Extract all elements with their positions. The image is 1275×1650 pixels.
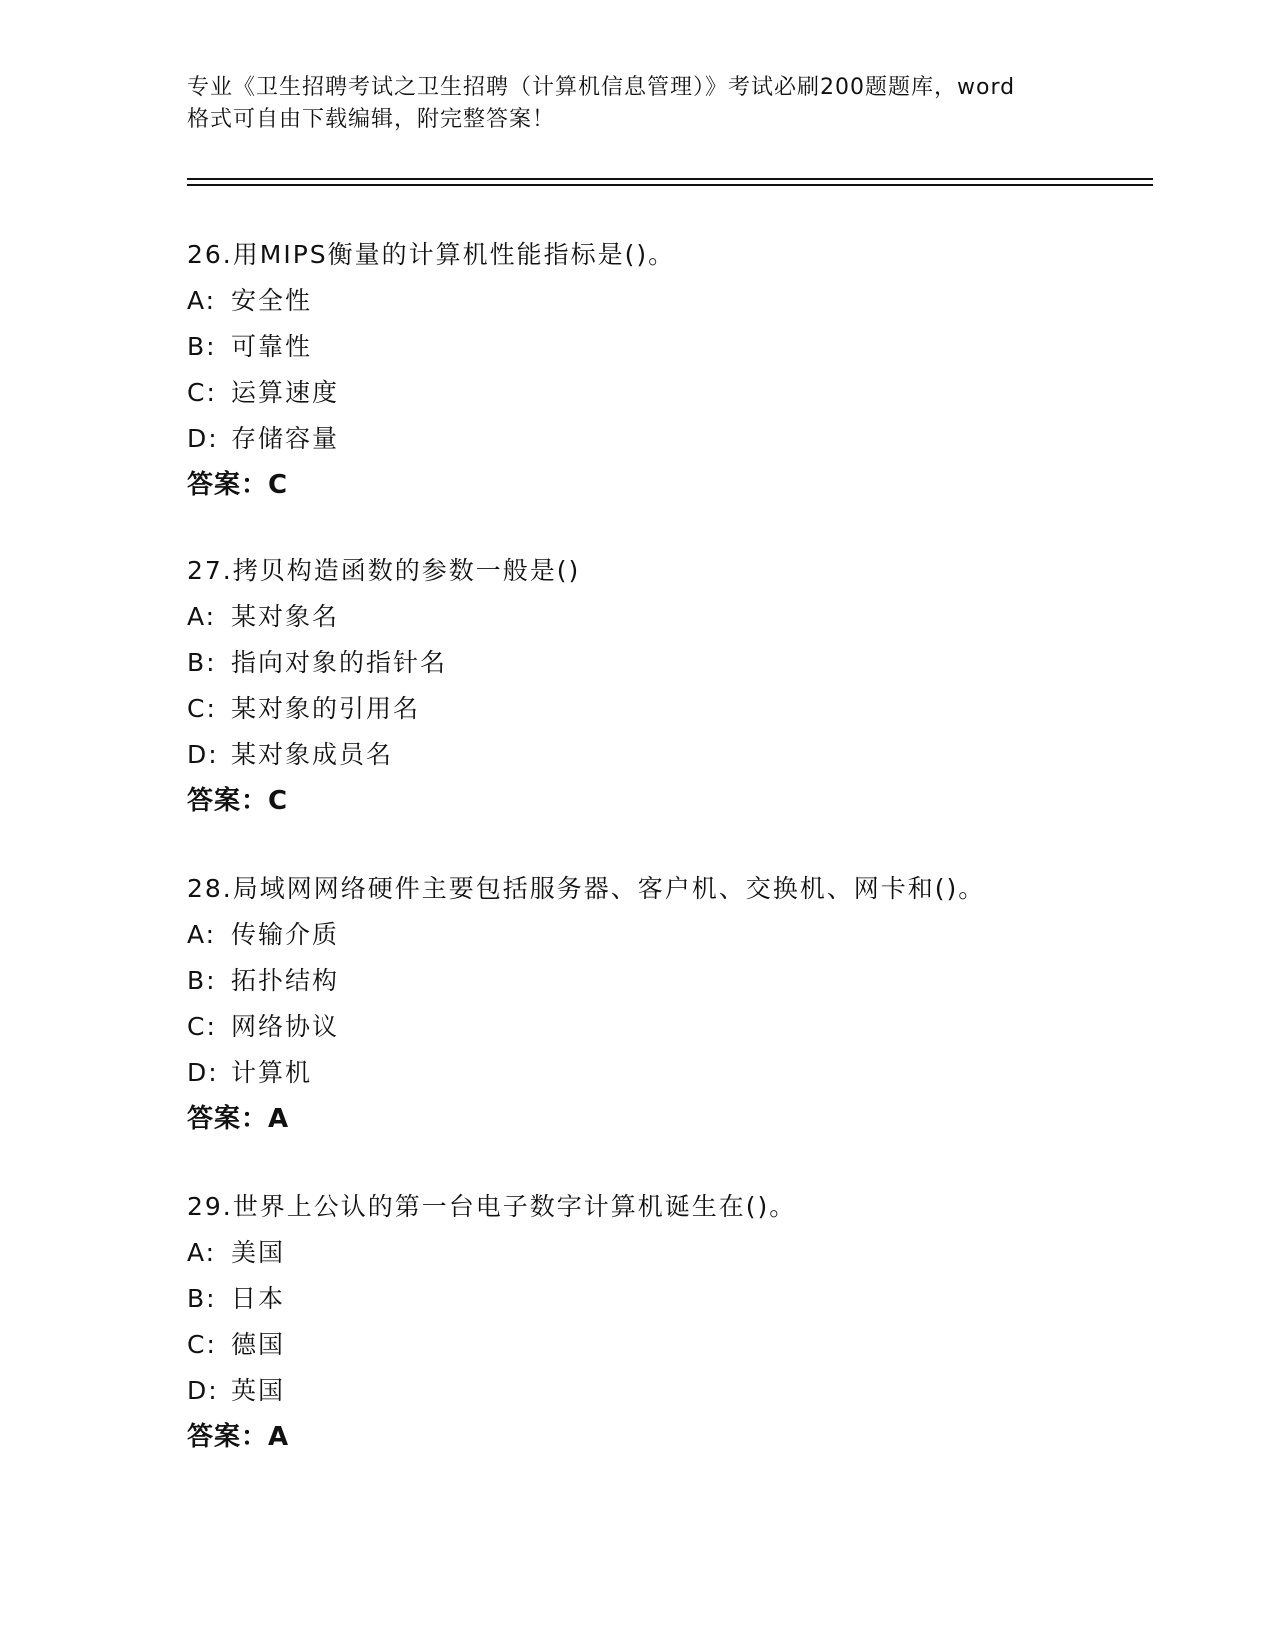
- option-letter: C:: [187, 1012, 217, 1041]
- option-text: 德国: [231, 1330, 286, 1359]
- header-divider-top: [187, 178, 1153, 180]
- option-text: 计算机: [231, 1058, 313, 1087]
- option-b: [187, 1276, 1167, 1322]
- question-title: 29.世界上公认的第一台电子数字计算机诞生在()。: [187, 1192, 797, 1221]
- question-26: [187, 232, 1167, 508]
- question-27: [187, 548, 1167, 824]
- option-text: 某对象的引用名: [231, 694, 421, 723]
- option-d: [187, 416, 1167, 462]
- option-letter: B:: [187, 1284, 217, 1313]
- option-a: [187, 912, 1167, 958]
- option-text: 安全性: [231, 286, 313, 315]
- option-text: 传输介质: [231, 920, 340, 949]
- option-letter: D:: [187, 1376, 219, 1405]
- question-title: 27.拷贝构造函数的参数一般是(): [187, 556, 581, 585]
- option-letter: B:: [187, 648, 217, 677]
- option-text: 指向对象的指针名: [231, 648, 448, 677]
- option-text: 某对象成员名: [231, 740, 394, 769]
- question-28: [187, 866, 1167, 1142]
- option-c: [187, 1322, 1167, 1368]
- option-letter: D:: [187, 740, 219, 769]
- option-text: 可靠性: [231, 332, 313, 361]
- option-a: [187, 594, 1167, 640]
- option-letter: A:: [187, 1238, 217, 1267]
- question-title: 26.用MIPS衡量的计算机性能指标是()。: [187, 240, 676, 269]
- answer: 答案：C: [187, 470, 289, 500]
- header-line-1: 专业《卫生招聘考试之卫生招聘（计算机信息管理）》考试必刷200题题库，word: [187, 75, 1016, 100]
- option-letter: C:: [187, 1330, 217, 1359]
- option-text: 运算速度: [231, 378, 340, 407]
- option-letter: C:: [187, 694, 217, 723]
- option-letter: B:: [187, 332, 217, 361]
- option-letter: A:: [187, 602, 217, 631]
- option-text: 网络协议: [231, 1012, 340, 1041]
- option-text: 英国: [231, 1376, 286, 1405]
- option-a: [187, 1230, 1167, 1276]
- option-d: [187, 1050, 1167, 1096]
- option-c: [187, 1004, 1167, 1050]
- option-letter: A:: [187, 286, 217, 315]
- option-text: 拓扑结构: [231, 966, 340, 995]
- option-d: [187, 1368, 1167, 1414]
- option-letter: A:: [187, 920, 217, 949]
- option-text: 日本: [231, 1284, 286, 1313]
- option-letter: B:: [187, 966, 217, 995]
- option-b: [187, 324, 1167, 370]
- answer: 答案：C: [187, 786, 289, 816]
- option-letter: D:: [187, 1058, 219, 1087]
- option-c: [187, 370, 1167, 416]
- answer: 答案：A: [187, 1422, 290, 1452]
- option-letter: C:: [187, 378, 217, 407]
- option-letter: D:: [187, 424, 219, 453]
- option-b: [187, 640, 1167, 686]
- option-text: 美国: [231, 1238, 286, 1267]
- option-text: 存储容量: [231, 424, 340, 453]
- option-d: [187, 732, 1167, 778]
- option-b: [187, 958, 1167, 1004]
- option-a: [187, 278, 1167, 324]
- question-29: [187, 1184, 1167, 1460]
- option-c: [187, 686, 1167, 732]
- answer: 答案：A: [187, 1104, 290, 1134]
- document-header: [187, 72, 1097, 136]
- option-text: 某对象名: [231, 602, 340, 631]
- header-line-2: 格式可自由下载编辑，附完整答案！: [187, 107, 556, 132]
- question-title: 28.局域网网络硬件主要包括服务器、客户机、交换机、网卡和()。: [187, 874, 986, 903]
- header-divider-bottom: [187, 184, 1153, 186]
